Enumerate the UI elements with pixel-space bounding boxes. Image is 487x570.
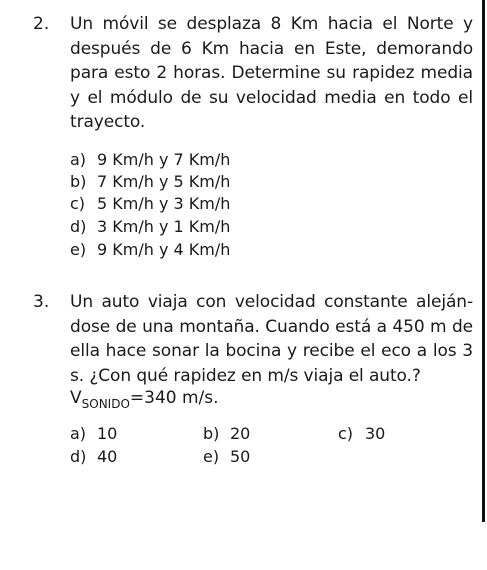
problem-3-option-a: [70, 424, 117, 444]
problem-2-option-e: [70, 240, 230, 260]
given-speed-of-sound: [70, 386, 219, 411]
option-text: 20: [230, 424, 251, 443]
option-label: e): [203, 447, 220, 466]
option-text: 50: [230, 447, 251, 466]
option-text: 7 Km/h y 5 Km/h: [97, 172, 231, 191]
option-text: 5 Km/h y 3 Km/h: [97, 194, 231, 213]
problem-3-option-e: [203, 447, 250, 467]
option-text: 9 Km/h y 4 Km/h: [97, 240, 231, 259]
option-text: 40: [97, 447, 118, 466]
problem-3-option-c: [338, 424, 385, 444]
problem-3-stem: Un auto viaja con velocidad constante aleján-dose de una montaña. Cuando está a 450 m de ella hace sonar la bocina y recibe el eco a los 3 s. ¿Con qué rapidez en m/s viaja el auto.?: [70, 292, 473, 386]
option-text: 9 Km/h y 7 Km/h: [97, 150, 231, 169]
option-label: c): [338, 424, 354, 443]
option-label: e): [70, 240, 87, 259]
problem-2-option-b: [70, 172, 230, 192]
problem-2-stem: Un móvil se desplaza 8 Km hacia el Norte y después de 6 Km hacia en Este, demorando para esto 2 horas. Determine su rapidez media y el módulo de su velocidad media en todo el trayecto.: [70, 14, 473, 132]
option-label: b): [203, 424, 220, 443]
option-label: a): [70, 150, 87, 169]
problem-3-number: 3.: [33, 292, 50, 312]
option-text: 30: [365, 424, 386, 443]
problem-2-option-d: [70, 217, 230, 237]
option-label: a): [70, 424, 87, 443]
option-label: c): [70, 194, 86, 213]
given-value: =340 m/s.: [129, 388, 219, 408]
given-symbol: V: [70, 388, 82, 408]
option-label: b): [70, 172, 87, 191]
option-label: d): [70, 217, 87, 236]
problem-3-option-d: [70, 447, 117, 467]
option-text: 3 Km/h y 1 Km/h: [97, 217, 231, 236]
option-label: d): [70, 447, 87, 466]
problem-2-option-a: [70, 150, 230, 170]
page-right-border: [482, 0, 485, 522]
option-text: 10: [97, 424, 118, 443]
problem-3-option-b: [203, 424, 250, 444]
problem-2-option-c: [70, 194, 230, 214]
given-subscript: SONIDO: [81, 397, 130, 411]
problem-2-number: 2.: [33, 14, 50, 34]
